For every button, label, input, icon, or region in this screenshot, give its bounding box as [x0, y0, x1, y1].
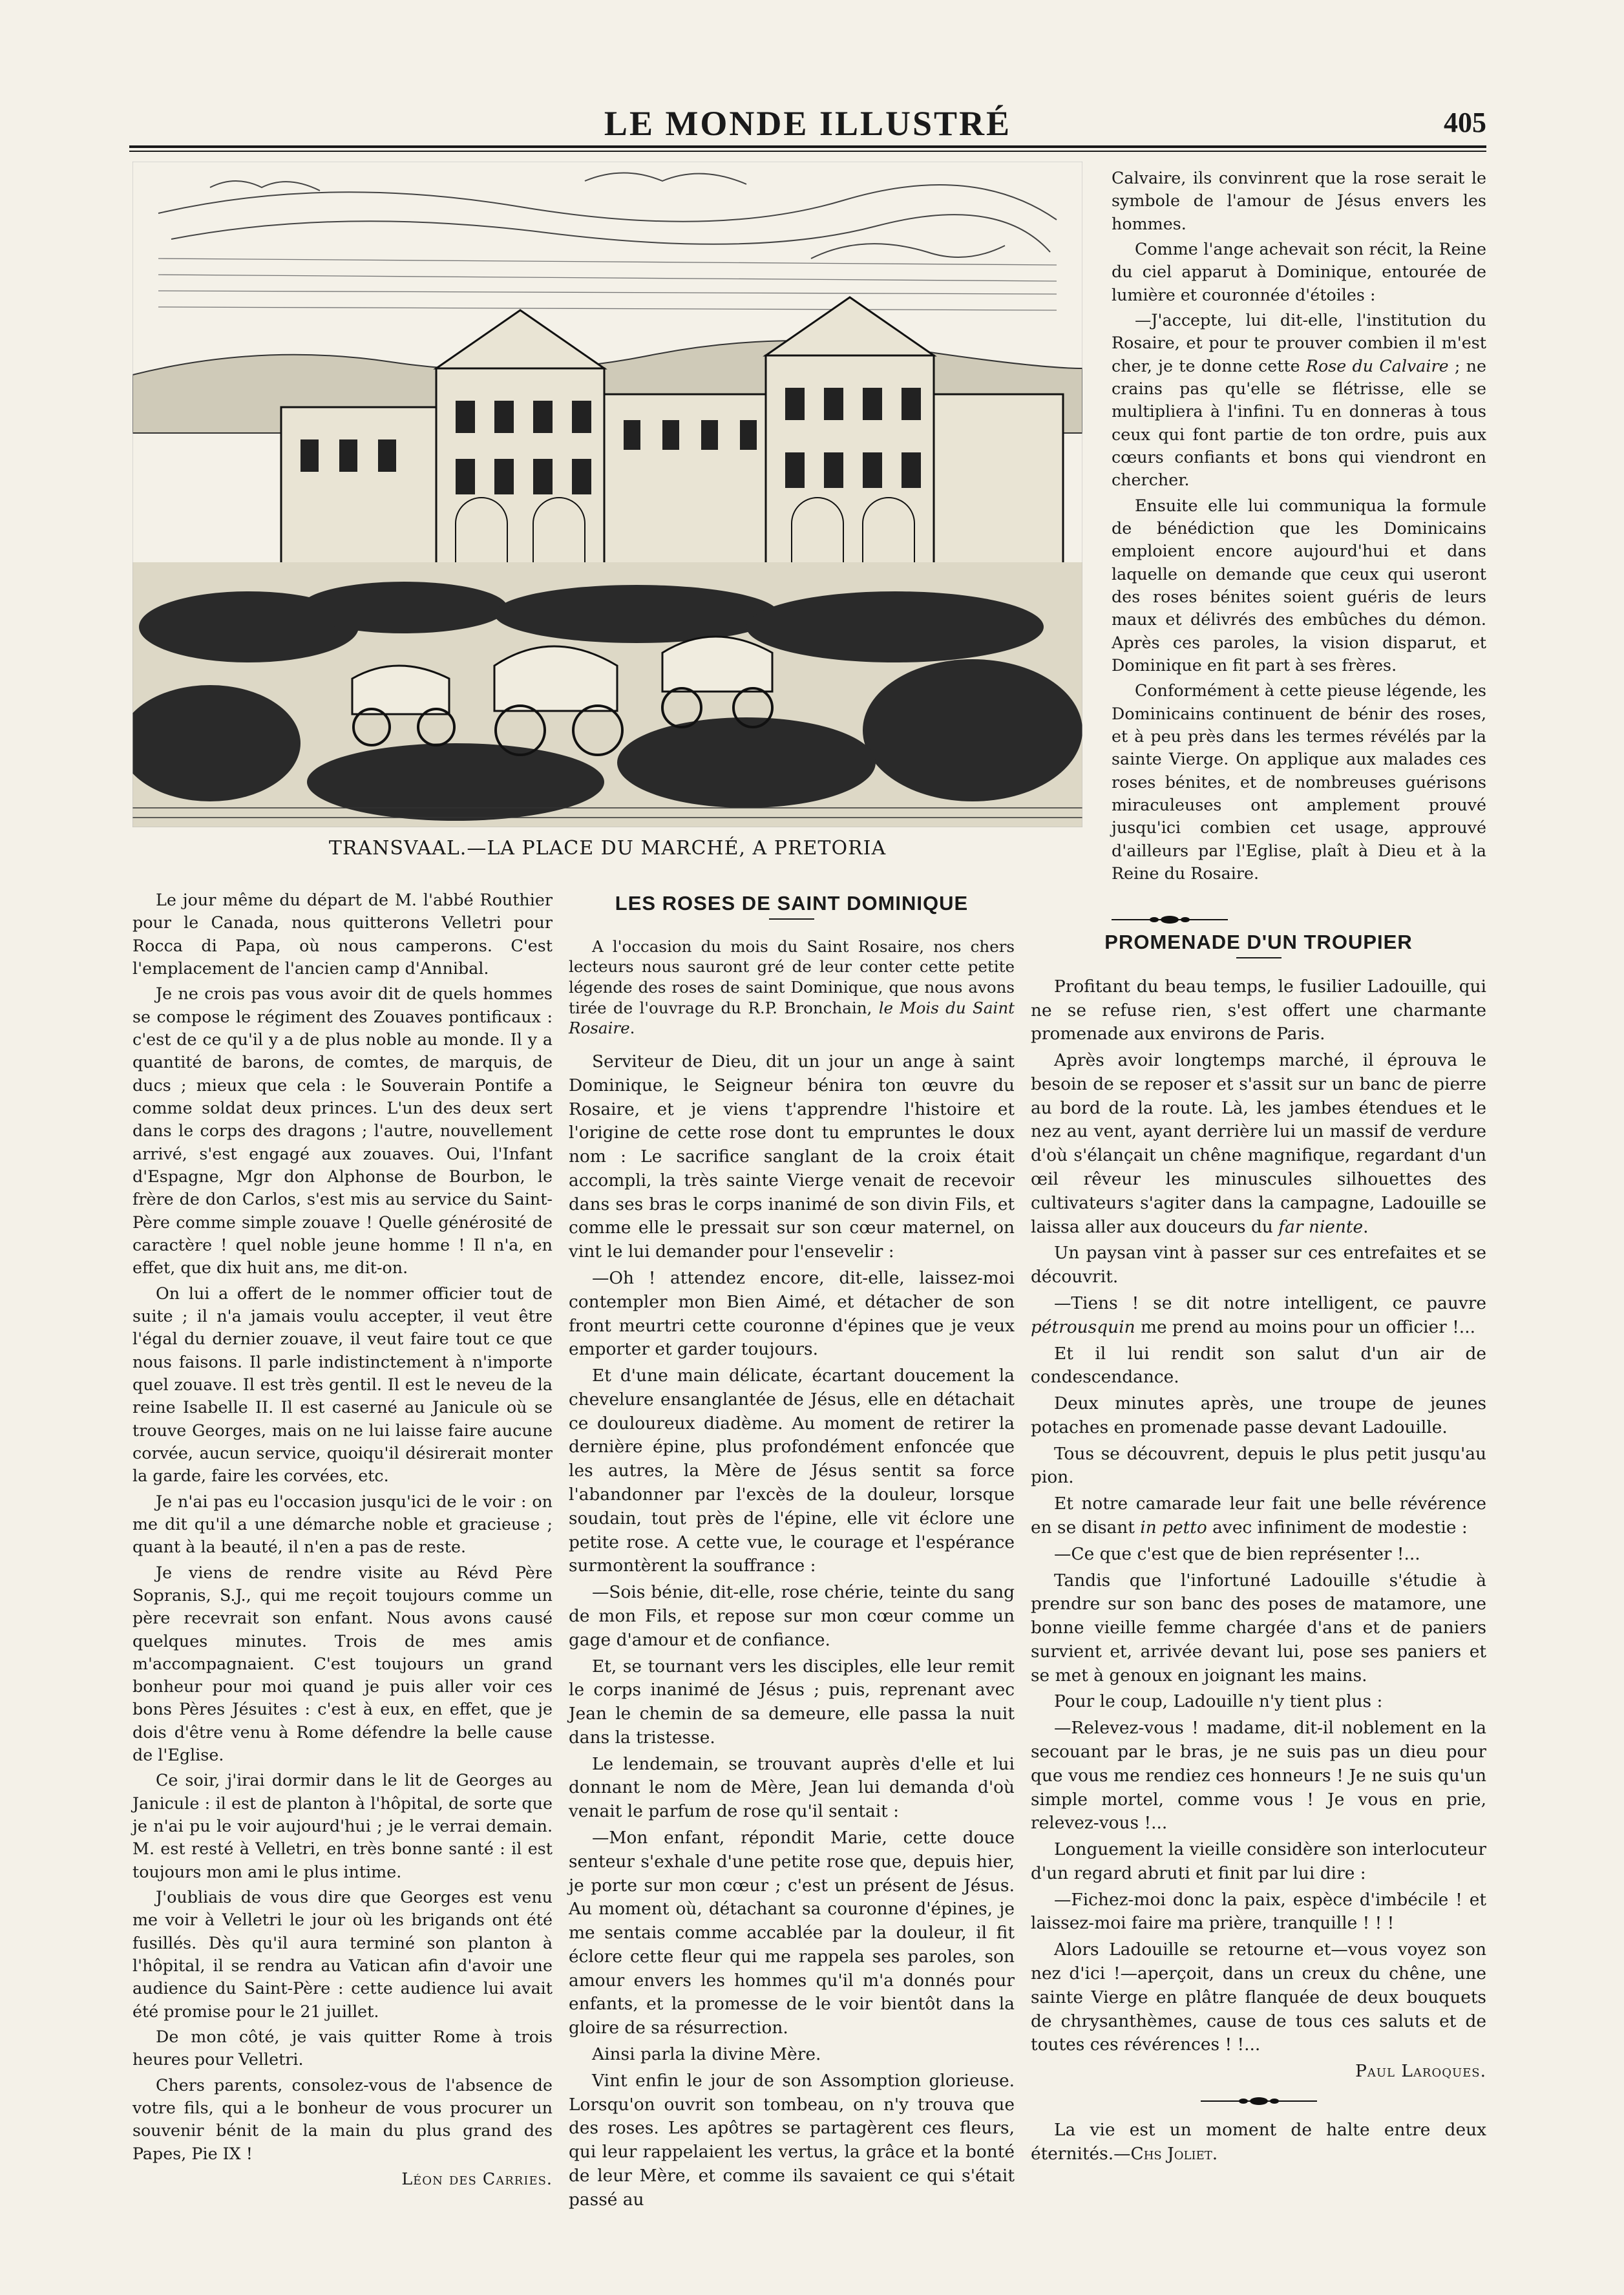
- troupier-paragraph: [1031, 1292, 1486, 1340]
- letter-paragraph: Je n'ai pas eu l'occasion jusqu'ici de le voir : on me dit qu'il a une démarche noble et gracieuse ; quant à la beauté, il n'en a pas de reste.: [132, 1491, 553, 1557]
- roses-paragraph: —Mon enfant, répondit Marie, cette douce senteur s'exhale d'une petite rose que, depuis hier, je porte sur mon cœur ; c'est un présent de Jésus. Au moment où, détachant sa couronne d'épines, je me sentais comme accablée par la douleur, il fit éclore cette fleur qui me rappela ses paroles, son amour envers les hommes qu'il m'a donnés pour enfants, et la promesse de le voir bientôt dans la gloire de sa résurrection.: [569, 1827, 1015, 2038]
- paragraph-end: me prend au moins pour un officier !...: [1135, 1317, 1475, 1337]
- roses-headline: LES ROSES DE SAINT DOMINIQUE: [615, 892, 969, 915]
- troupier-paragraph: —Relevez-vous ! madame, dit-il noblement en la secouant par le bras, je ne suis pas un dieu pour que vous me rendiez ces honneurs ! Je ne suis qu'un simple mortel, comme vous ! Je vous en prie, relevez-vous !...: [1031, 1718, 1486, 1834]
- paragraph-text: Après avoir longtemps marché, il éprouva le besoin de se reposer et s'assit sur un banc de pierre au bord de la route. Là, les jambes étendues et le nez au vent, ayant derrière lui un massif de verdure d'où s'élançait un chêne magnifique, regardant d'un œil rêveur les minuscules silhouettes des cultivateurs s'agiter dans la campagne, Ladouille se laissa aller aux douceurs du: [1031, 1050, 1486, 1237]
- paragraph-text: —Tiens ! se dit notre intelligent, ce pauvre: [1054, 1293, 1486, 1313]
- paragraph-end: avec infiniment de modestie :: [1207, 1517, 1468, 1538]
- page-number: 405: [1444, 107, 1486, 138]
- rose-title: Rose du Calvaire: [1305, 355, 1449, 375]
- ornament-divider: [1031, 2097, 1486, 2106]
- maxim: [1031, 2119, 1486, 2166]
- troupier-paragraph: Alors Ladouille se retourne et—vous voyez son nez d'ici !—aperçoit, dans un creux du chêne, une sainte Vierge en plâtre flanquée de deux bouquets de chrysanthèmes, cause de tous ces saluts et de toutes ces révérences ! !...: [1031, 1940, 1486, 2055]
- maxim-text: La vie est un moment de halte entre deux éternités.—: [1031, 2119, 1486, 2164]
- troupier-paragraph: —Ce que c'est que de bien représenter !...: [1054, 1543, 1420, 1564]
- market-square-engraving: [132, 162, 1082, 827]
- roses-paragraph: Et, se tournant vers les disciples, elle leur remit le corps inanimé de Jésus ; puis, reprenant avec Jean le chemin de sa demeure, elle passa la nuit dans la tristesse.: [569, 1656, 1015, 1748]
- troupier-column: [1031, 931, 1486, 2169]
- roses-paragraph: —Oh ! attendez encore, dit-elle, laissez-moi contempler mon Bien Aimé, et détacher de son front meurtri cette couronne d'épines que je veux emporter et garder toujours.: [569, 1268, 1015, 1360]
- troupier-paragraph: Tandis que l'infortuné Ladouille s'étudie à prendre sur son banc des poses de matamore, une bonne vieille femme chargée d'ans et de paniers survient et, arrivée devant lui, pose ses paniers et se met à genoux en joignant les mains.: [1031, 1570, 1486, 1686]
- letter-paragraph: Je ne crois pas vous avoir dit de quels hommes se compose le régiment des Zouaves pontificaux : c'est de ce qu'il y a de plus noble au monde. Il y a quantité de barons, de comtes, de marquis, de ducs ; mieux que cela : le Souverain Pontife a comme soldat deux princes. L'un des deux sert dans le corps des dragons ; l'autre, nouvellement arrivé, s'est engagé aux zouaves. Oui, l'Infant d'Espagne, Mgr don Alphonse de Bourbon, le frère de don Carlos, s'est mis au service du Saint-Père comme simple zouave ! Quelle générosité de caractère ! quel noble jeune homme ! Il n'a, en effet, que dix huit ans, me dit-on.: [132, 984, 553, 1278]
- masthead-rule-top: [129, 145, 1486, 148]
- roses-continuation: Calvaire, ils convinrent que la rose serait le symbole de l'amour de Jésus envers les hommes.: [1112, 168, 1486, 233]
- roses-paragraph: Ainsi parla la divine Mère.: [592, 2044, 821, 2065]
- newspaper-title: LE MONDE ILLUSTRÉ: [604, 104, 1012, 143]
- roses-continuation: Conformément à cette pieuse légende, les Dominicains continuent de bénir des roses, et à peu près dans les termes révélés par la sainte Vierge. On applique aux malades ces roses bénites, et de nombreuses guérisons miraculeuses ont amplement prouvé jusqu'ici combien cet usage, approuvé d'ailleurs par l'Eglise, plaît à Dieu et à la Reine du Rosaire.: [1112, 681, 1486, 883]
- roses-continuation: Ensuite elle lui communiqua la formule de bénédiction que les Dominicains emploient encore aujourd'hui et dans laquelle on demande que ceux qui useront des roses bénites soient guéris de leurs maux et délivrés des embûches du démon. Après ces paroles, la vision disparut, et Dominique en fit part à ses frères.: [1112, 495, 1486, 675]
- paragraph-end: .: [1363, 1216, 1369, 1237]
- illustration-caption: TRANSVAAL.—LA PLACE DU MARCHÉ, A PRETORIA: [328, 837, 887, 860]
- intro-end: .: [629, 1019, 635, 1038]
- speech-text: —J'accepte, lui dit-elle, l'institution du Rosaire, et pour te prouver combien il m'est cher, je te donne cette: [1112, 310, 1486, 375]
- virgin-speech: [1112, 309, 1486, 492]
- roses-intro: [569, 936, 1015, 1039]
- headline-rule: [769, 918, 814, 920]
- troupier-paragraph: Deux minutes après, une troupe de jeunes potaches en promenade passe devant Ladouille.: [1031, 1393, 1486, 1437]
- letter-paragraph: J'oubliais de vous dire que Georges est venu me voir à Velletri le jour où les brigands ont été fusillés. Dès qu'il aura terminé son planton à l'hôpital, il se rendra au Vatican afin d'avoir une audience du Saint-Père : cette audience lui avait été promise pour le 21 juillet.: [132, 1887, 553, 2021]
- troupier-paragraph: —Fichez-moi donc la paix, espèce d'imbécile ! et laissez-moi faire ma prière, tranquille ! ! !: [1031, 1889, 1486, 1934]
- roses-paragraph: Vint enfin le jour de son Assomption glorieuse. Lorsqu'on ouvrit son tombeau, on n'y trouva que des roses. Les apôtres se partagèrent ces fleurs, qui leur rappelaient les vertus, la grâce et la bonté de leur Mère, et comme ils savaient ce qui s'était passé au: [569, 2070, 1015, 2210]
- letter-paragraph: Ce soir, j'irai dormir dans le lit de Georges au Janicule : il est de planton à l'hôpital, de sorte que je n'ai pu le voir aujourd'hui ; je le verrai demain. M. est resté à Velletri, en très bonne santé : il est toujours mon ami le plus intime.: [132, 1770, 553, 1881]
- roses-paragraph: Et d'une main délicate, écartant doucement la chevelure ensanglantée de Jésus, elle en détachait ce douloureux diadème. Au moment de retirer la dernière épine, plus profondément enfoncée que les autres, la Mère de Jésus sentit sa force l'abandonner par l'excès de la douleur, lorsque soudain, tout près de l'épine, elle vit éclore une petite rose. A cette vue, le courage et l'espérance surmontèrent la souffrance :: [569, 1366, 1015, 1576]
- italic-phrase: pétrousquin: [1031, 1317, 1135, 1337]
- italic-phrase: far niente: [1278, 1216, 1364, 1237]
- headline-rule: [1236, 957, 1281, 958]
- letter-paragraph: Le jour même du départ de M. l'abbé Routhier pour le Canada, nous quitterons Velletri pour Rocca di Papa, où nous camperons. C'est l'emplacement de l'ancien camp d'Annibal.: [132, 890, 553, 978]
- speech-text-end: ; ne crains pas qu'elle se flétrisse, elle se multipliera à l'infini. Tu en donneras à tous ceux qui font partie de ton ordre, puis aux cœurs confiants et bons qui viendront en chercher.: [1112, 355, 1486, 490]
- letter-paragraph: De mon côté, je vais quitter Rome à trois heures pour Velletri.: [132, 2027, 553, 2069]
- letter-signature: Léon des Carries.: [401, 2169, 553, 2189]
- roses-paragraph: Le lendemain, se trouvant auprès d'elle et lui donnant le nom de Mère, Jean lui demanda d'où venait le parfum de rose qu'il sentait :: [569, 1753, 1015, 1822]
- troupier-paragraph: Un paysan vint à passer sur ces entrefaites et se découvrit.: [1031, 1243, 1486, 1287]
- roses-column: [569, 892, 1015, 2214]
- troupier-paragraph: Et il lui rendit son salut d'un air de condescendance.: [1031, 1343, 1486, 1388]
- troupier-paragraph: Pour le coup, Ladouille n'y tient plus :: [1054, 1691, 1383, 1712]
- paragraph-text: Et notre camarade leur fait une belle révérence en se disant: [1031, 1494, 1486, 1538]
- troupier-paragraph: [1031, 1049, 1486, 1239]
- italic-phrase: in petto: [1140, 1517, 1207, 1538]
- troupier-paragraph: [1031, 1492, 1486, 1540]
- masthead-rule-bottom: [129, 151, 1486, 152]
- ornament-divider: [1112, 915, 1486, 927]
- maxim-author: Chs Joliet.: [1130, 2143, 1218, 2164]
- roses-paragraph: Serviteur de Dieu, dit un jour un ange à saint Dominique, le Seigneur bénira ton œuvre du Rosaire, et je viens t'apprendre l'histoire et l'origine de cette rose dont tu empruntes le doux nom : Le sacrifice sanglant de la croix était accompli, la très sainte Vierge venait de recevoir dans ses bras le corps inanimé de son divin Fils, et comme elle le pressait sur son cœur maternel, on vint le lui demander pour l'ensevelir :: [569, 1051, 1015, 1262]
- troupier-headline: PROMENADE D'UN TROUPIER: [1104, 931, 1413, 953]
- masthead: [129, 97, 1486, 149]
- troupier-signature: Paul Laroques.: [1355, 2061, 1486, 2082]
- letter-paragraph: On lui a offert de le nommer officier tout de suite ; il n'a jamais voulu accepter, il veut être l'égal du dernier zouave, il veut faire tout ce que nous faisons. Il parle indistinctement à n'importe quel zouave. Il est très gentil. Il est le neveu de la reine Isabelle II. Il est caserné au Janicule où se trouve Georges, mais on ne lui laisse faire aucune corvée, aucun service, quoiqu'il désirerait monter la garde, faire les corvées, etc.: [132, 1283, 553, 1486]
- troupier-paragraph: Longuement la vieille considère son interlocuteur d'un regard abruti et finit par lui dire :: [1031, 1839, 1486, 1883]
- roses-continuation: Comme l'ange achevait son récit, la Reine du ciel apparut à Dominique, entourée de lumière et couronnée d'étoiles :: [1112, 238, 1486, 304]
- roses-continuation-column: [1112, 167, 1486, 887]
- letter-paragraph: Je viens de rendre visite au Révd Père Sopranis, S.J., qui me reçoit toujours comme un père recevrait son enfant. Nous avons causé quelques minutes. Trois de mes amis m'accompagnaient. C'est toujours un grand bonheur pour moi quand je puis aller voir ces bons Pères Jésuites : c'est à eux, en effet, que je dois d'être venu à Rome défendre la belle cause de l'Eglise.: [132, 1562, 553, 1765]
- letter-paragraph: Chers parents, consolez-vous de l'absence de votre fils, qui a le bonheur de vous procurer un souvenir bénit de la main du plus grand des Papes, Pie IX !: [132, 2075, 553, 2163]
- letter-column: [132, 889, 553, 2193]
- book-title: le Mois du Saint Rosaire: [569, 998, 1015, 1038]
- roses-paragraph: —Sois bénie, dit-elle, rose chérie, teinte du sang de mon Fils, et repose sur mon cœur comme un gage d'amour et de confiance.: [569, 1582, 1015, 1650]
- intro-text: A l'occasion du mois du Saint Rosaire, nos chers lecteurs nous sauront gré de leur conter cette petite légende des roses de saint Dominique, que nous avons tirée de l'ouvrage du R.P. Bronchain,: [569, 936, 1015, 1017]
- ornament-icon: [1112, 915, 1228, 924]
- troupier-paragraph: Tous se découvrent, depuis le plus petit jusqu'au pion.: [1031, 1443, 1486, 1488]
- troupier-paragraph: Profitant du beau temps, le fusilier Ladouille, qui ne se refuse rien, s'est offert une charmante promenade aux environs de Paris.: [1031, 976, 1486, 1044]
- ornament-icon: [1201, 2097, 1317, 2106]
